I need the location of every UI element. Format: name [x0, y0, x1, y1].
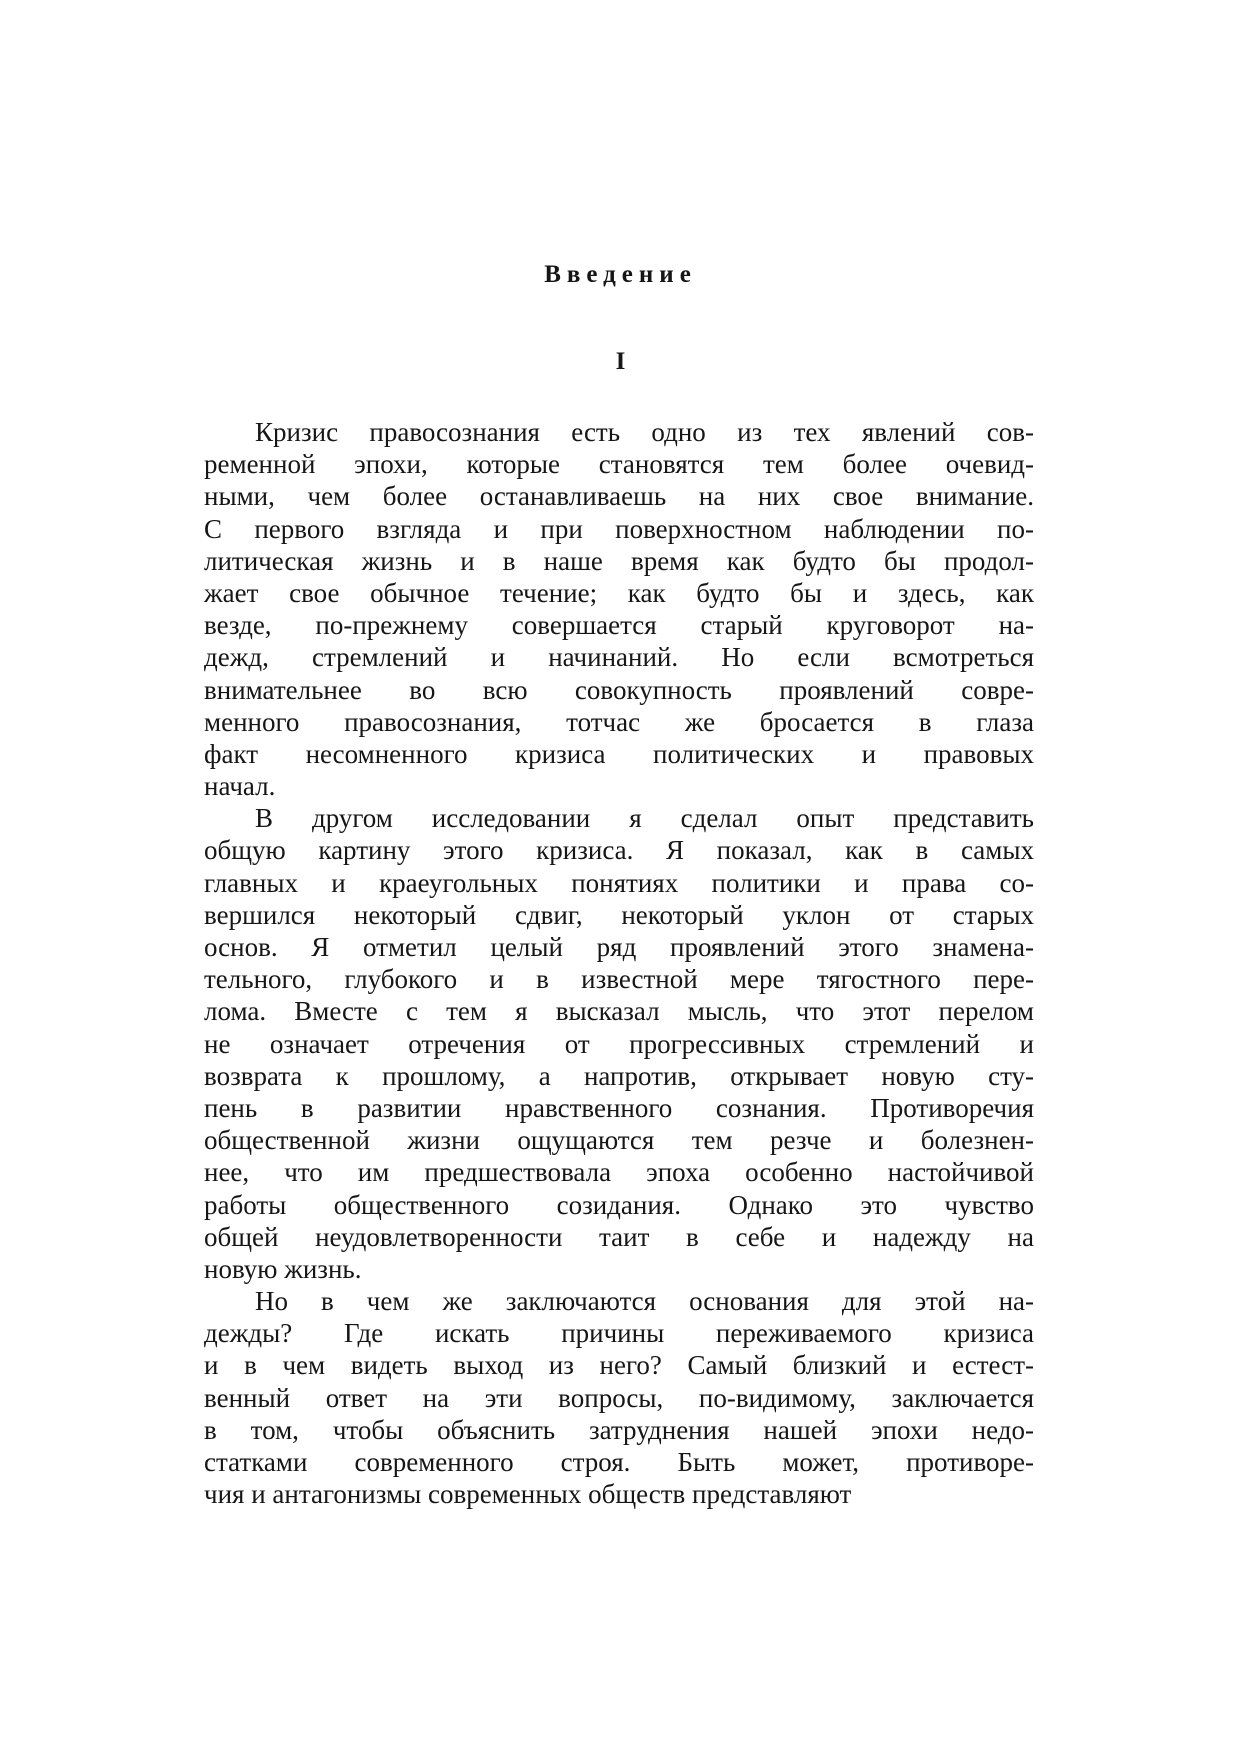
paragraph	[204, 802, 1034, 1285]
text-line: венный ответ на эти вопросы, по-видимому, заключается	[204, 1382, 1034, 1413]
chapter-title: Введение	[544, 261, 697, 288]
text-line: новую жизнь.	[204, 1253, 362, 1284]
text-line: дежды? Где искать причины переживаемого кризиса	[204, 1318, 1034, 1349]
text-line: нее, что им предшествовала эпоха особенно настойчивой	[204, 1157, 1034, 1188]
text-line: общую картину этого кризиса. Я показал, как в самых	[204, 835, 1034, 866]
text-line: менного правосознания, тотчас же бросается в глаза	[204, 706, 1034, 737]
body-text	[204, 416, 1034, 1510]
text-line: работы общественного созидания. Однако это чувство	[204, 1189, 1034, 1220]
text-line: тельного, глубокого и в известной мере тягостного пере-	[204, 964, 1034, 995]
text-line: не означает отречения от прогрессивных стремлений и	[204, 1028, 1034, 1059]
text-line: лома. Вместе с тем я высказал мысль, что этот перелом	[204, 996, 1034, 1027]
text-line: общественной жизни ощущаются тем резче и болезнен-	[204, 1125, 1034, 1156]
text-line: главных и краеугольных понятиях политики и права со-	[204, 867, 1034, 898]
text-line: внимательнее во всю совокупность проявлений совре-	[204, 674, 1034, 705]
paragraph	[204, 1285, 1034, 1510]
text-line: В другом исследовании я сделал опыт представить	[255, 803, 1034, 834]
text-line: жает свое обычное течение; как будто бы и здесь, как	[204, 577, 1034, 608]
text-line: Но в чем же заключаются основания для этой на-	[255, 1286, 1034, 1317]
text-line: литическая жизнь и в наше время как будто бы продол-	[204, 545, 1034, 576]
text-line: везде, по-прежнему совершается старый круговорот на-	[204, 610, 1034, 641]
text-line: статками современного строя. Быть может, противоре-	[204, 1447, 1034, 1477]
text-line: пень в развитии нравственного сознания. Противоречия	[204, 1092, 1034, 1123]
text-line: ременной эпохи, которые становятся тем более очевид-	[204, 449, 1034, 480]
text-line: ными, чем более останавливаешь на них свое внимание.	[204, 481, 1034, 512]
text-line: С первого взгляда и при поверхностном наблюдении по-	[204, 513, 1034, 544]
text-line: вершился некоторый сдвиг, некоторый уклон от старых	[204, 899, 1034, 930]
text-line: общей неудовлетворенности таит в себе и надежду на	[204, 1221, 1034, 1252]
text-line: основ. Я отметил целый ряд проявлений этого знамена-	[204, 932, 1034, 962]
text-line: факт несомненного кризиса политических и правовых	[204, 738, 1034, 769]
paragraph	[204, 416, 1034, 802]
text-line: дежд, стремлений и начинаний. Но если всмотреться	[204, 642, 1034, 673]
text-line: и в чем видеть выход из него? Самый близкий и естест-	[204, 1350, 1034, 1381]
text-line: в том, чтобы объяснить затруднения нашей эпохи недо-	[204, 1414, 1034, 1445]
text-line: возврата к прошлому, а напротив, открывает новую сту-	[204, 1060, 1034, 1091]
text-line: начал.	[204, 771, 276, 802]
text-line: чия и антагонизмы современных обществ представляют	[204, 1479, 852, 1510]
text-line: Кризис правосознания есть одно из тех явлений сов-	[255, 417, 1034, 447]
section-number: I	[615, 348, 626, 375]
